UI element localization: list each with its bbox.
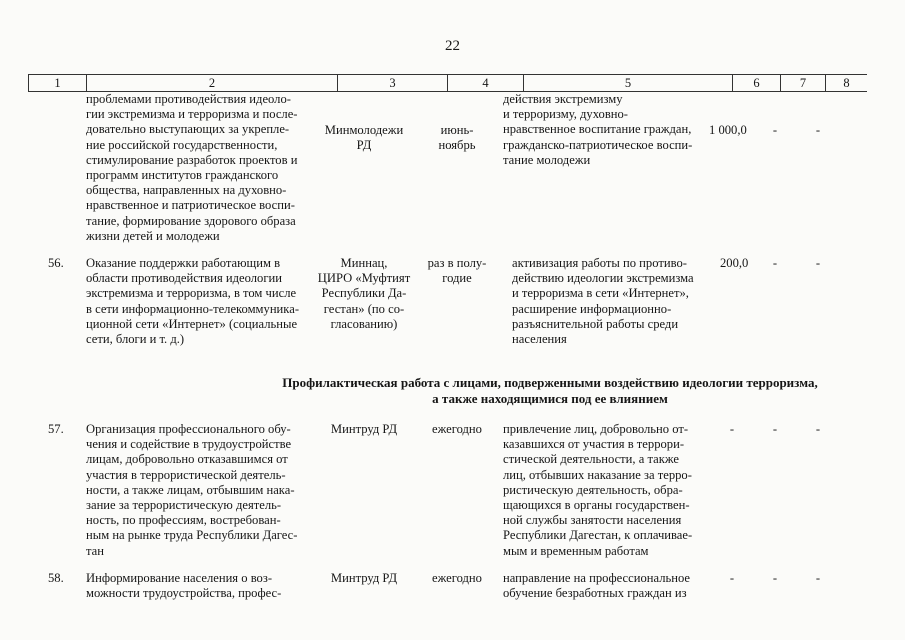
header-col-5: 5 bbox=[524, 75, 733, 91]
row-col6: - bbox=[729, 571, 735, 585]
row-col7: - bbox=[772, 256, 778, 270]
header-col-4: 4 bbox=[448, 75, 524, 91]
row-term: июнь- ноябрь bbox=[438, 123, 476, 153]
row-number: 57. bbox=[48, 422, 64, 436]
row-result: направление на профессиональное обучение безработных граждан из bbox=[503, 571, 691, 601]
row-executor: Минмолодежи РД bbox=[324, 123, 404, 153]
row-col6: - bbox=[729, 422, 735, 436]
row-executor: Миннац, ЦИРО «Муфтият Республики Да- гестан» (по со- гласованию) bbox=[317, 256, 411, 331]
row-result: действия экстремизму и терроризму, духовно- нравственное воспитание граждан, гражданско-патриотическое воспи- тание молодежи bbox=[503, 92, 693, 167]
row-col8: - bbox=[815, 422, 821, 436]
header-col-8: 8 bbox=[843, 76, 850, 90]
row-col7: - bbox=[772, 571, 778, 585]
header-col-2: 2 bbox=[87, 75, 338, 91]
table-header bbox=[28, 74, 867, 92]
row-col8: - bbox=[815, 123, 821, 137]
row-action: Информирование населения о воз- можности трудоустройства, профес- bbox=[86, 571, 282, 601]
header-col-7: 7 bbox=[781, 75, 826, 91]
row-number: 58. bbox=[48, 571, 64, 585]
row-term: ежегодно bbox=[432, 422, 482, 436]
row-executor: Минтруд РД bbox=[330, 422, 398, 436]
header-col-6: 6 bbox=[733, 75, 781, 91]
row-col7: - bbox=[772, 422, 778, 436]
row-col8: - bbox=[815, 571, 821, 585]
header-col-1: 1 bbox=[29, 75, 87, 91]
row-action: проблемами противодействия идеоло- гии экстремизма и терроризма и после- довательно выступающих за укрепле- ние российской государственности, стимулирование разработок проектов и программ институтов гражданского общества, направленных на духовно- нравственное и патриотическое воспи- тание, формирование здорового образа жизни детей и молодежи bbox=[86, 92, 298, 243]
row-action: Организация профессионального обу- чения и содействие в трудоустройстве лицам, добровольно отказавшимся от участия в террористической деятель- ности, а также лицам, отбывшим нака- зание за террористическую деятель- ность, по профессиям, востребован- ным на рынке труда Республики Дагес- тан bbox=[86, 422, 298, 558]
row-number: 56. bbox=[48, 256, 64, 270]
row-col8: - bbox=[815, 256, 821, 270]
row-col6: 200,0 bbox=[720, 256, 749, 270]
row-col6: 1 000,0 bbox=[709, 123, 747, 137]
row-result: привлечение лиц, добровольно от- казавшихся от участия в террори- стической деятельности, а также лиц, отбывших наказание за терро- ристическую деятельность, обра- щающихся в органы государствен- ной службы занятости населения Республики Дагестан, к оплачивае- мым и временным работам bbox=[503, 422, 693, 558]
header-col-3: 3 bbox=[338, 75, 448, 91]
row-term: ежегодно bbox=[432, 571, 482, 585]
row-action: Оказание поддержки работающим в области противодействия идеологии экстремизма и терроризма, в том числе в сети информационно-телекоммуника- ционной сети «Интернет» (социальные сети, блоги и т. д.) bbox=[86, 256, 300, 347]
row-result: активизация работы по противо- действию идеологии экстремизма и терроризма в сети «Интернет», расширение информационно- разъяснительной работы среди населения bbox=[512, 256, 694, 347]
row-term: раз в полу- годие bbox=[427, 256, 487, 286]
section-heading: Профилактическая работа с лицами, подверженными воздействию идеологии терроризма, а также находящимися под ее влиянием bbox=[282, 375, 818, 406]
row-col7: - bbox=[772, 123, 778, 137]
row-executor: Минтруд РД bbox=[330, 571, 398, 585]
page-number: 22 bbox=[445, 38, 460, 54]
